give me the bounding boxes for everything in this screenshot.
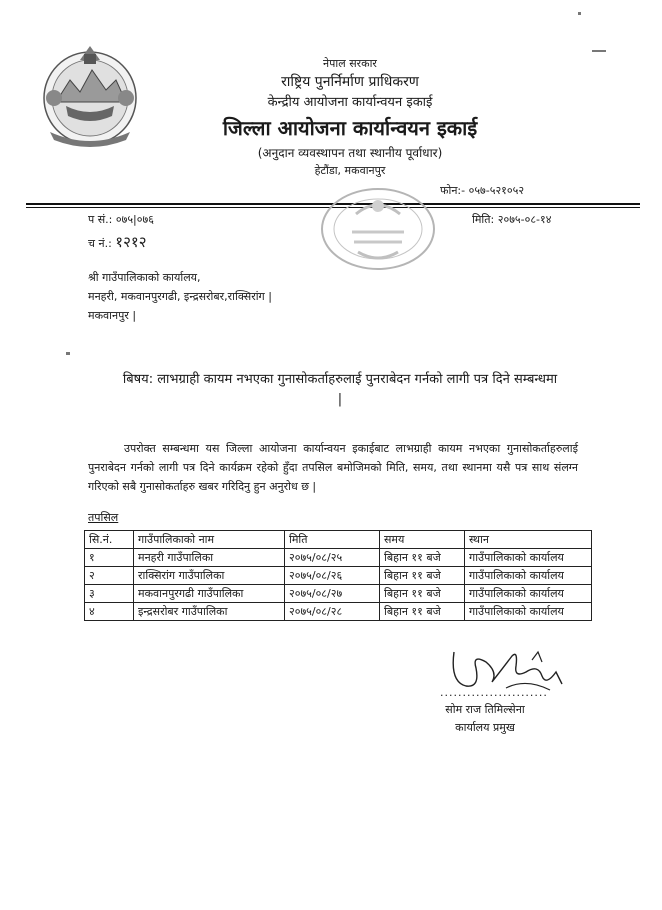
table-cell: २०७५/०८/२६: [285, 567, 380, 585]
dispatch-label: च नं.:: [88, 237, 112, 250]
office-address: हेटौंडा, मकवानपुर: [314, 164, 386, 177]
addressee-line: मनहरी, मकवानपुरगढी, इन्द्रसरोबर,राक्सिरांग |: [88, 290, 272, 303]
table-cell: बिहान ११ बजे: [380, 585, 465, 603]
schedule-heading: तपसिल: [88, 511, 119, 524]
dispatch-number: [88, 232, 147, 252]
table-cell: इन्द्रसरोबर गाउँपालिका: [134, 603, 285, 621]
body-paragraph: उपरोक्त सम्बन्धमा यस जिल्ला आयोजना कार्यान्वयन इकाईबाट लाभग्राही कायम नभएका गुनासोकर्ताहरुलाई पुनराबेदन गर्नको लागी पत्र दिने कार्यक्रम रहेको हुँदा तपसिल बमोजिमको मिति, समय, तथा स्थानमा यसै पत्र साथ संलग्न गरिएको सबै गुनासोकर्ताहरु खबर गरिदिनु हुन अनुरोध छ |: [88, 442, 578, 493]
nepal-emblem-icon: [36, 40, 144, 152]
table-cell: २०७५/०८/२७: [285, 585, 380, 603]
table-cell: गाउँपालिकाको कार्यालय: [465, 603, 592, 621]
table-cell: मकवानपुरगढी गाउँपालिका: [134, 585, 285, 603]
signatory-title: कार्यालय प्रमुख: [455, 721, 515, 734]
table-cell: राक्सिरांग गाउँपालिका: [134, 567, 285, 585]
table-row: [85, 567, 592, 585]
office-stamp-icon: [316, 184, 440, 274]
dispatch-value: १२१२: [115, 233, 147, 251]
table-row: [85, 549, 592, 567]
sub-unit-name: (अनुदान व्यवस्थापन तथा स्थानीय पूर्वाधार): [257, 146, 443, 160]
table-cell: मनहरी गाउँपालिका: [134, 549, 285, 567]
table-cell: बिहान ११ बजे: [380, 549, 465, 567]
scan-speck: [592, 50, 606, 52]
table-row: [85, 585, 592, 603]
table-cell: गाउँपालिकाको कार्यालय: [465, 567, 592, 585]
column-header: मिति: [285, 531, 380, 549]
addressee-line: श्री गाउँपालिकाको कार्यालय,: [88, 271, 201, 284]
table-header-row: [85, 531, 592, 549]
authority-name: राष्ट्रिय पुनर्निर्माण प्राधिकरण: [281, 74, 419, 90]
table-cell: बिहान ११ बजे: [380, 603, 465, 621]
schedule-table: [84, 530, 592, 621]
central-unit-name: केन्द्रीय आयोजना कार्यान्वयन इकाई: [267, 95, 433, 110]
table-cell: २०७५/०८/२८: [285, 603, 380, 621]
column-header: सि.नं.: [85, 531, 134, 549]
letter-body: [88, 439, 578, 496]
table-cell: गाउँपालिकाको कार्यालय: [465, 549, 592, 567]
letter-subject: बिषय: लाभग्राही कायम नभएका गुनासोकर्ताहरुलाई पुनराबेदन गर्नको लागी पत्र दिने सम्बन्धमा |: [122, 372, 558, 407]
district-unit-name: जिल्ला आयोजना कार्यान्वयन इकाई: [222, 116, 478, 140]
addressee-line: मकवानपुर |: [88, 309, 137, 322]
table-cell: २०७५/०८/२५: [285, 549, 380, 567]
government-name: नेपाल सरकार: [323, 57, 377, 70]
table-cell: ३: [85, 585, 134, 603]
scan-speck: [578, 12, 581, 15]
reference-value: ०७५|०७६: [115, 213, 154, 226]
table-cell: १: [85, 549, 134, 567]
reference-number: [88, 212, 154, 227]
signatory-name: सोम राज तिमिल्सेना: [445, 703, 525, 716]
column-header: स्थान: [465, 531, 592, 549]
table-row: [85, 603, 592, 621]
signature-line: ........................: [440, 686, 548, 699]
letter-date: मिति: २०७५-०८-१४: [472, 213, 552, 226]
table-cell: २: [85, 567, 134, 585]
table-cell: बिहान ११ बजे: [380, 567, 465, 585]
table-cell: ४: [85, 603, 134, 621]
column-header: गाउँपालिकाको नाम: [134, 531, 285, 549]
addressee-block: [88, 268, 272, 325]
column-header: समय: [380, 531, 465, 549]
scan-speck: [66, 352, 70, 355]
reference-label: प सं.:: [88, 213, 113, 226]
phone-number: फोन:- ०५७-५२१०५२: [440, 184, 525, 197]
table-cell: गाउँपालिकाको कार्यालय: [465, 585, 592, 603]
